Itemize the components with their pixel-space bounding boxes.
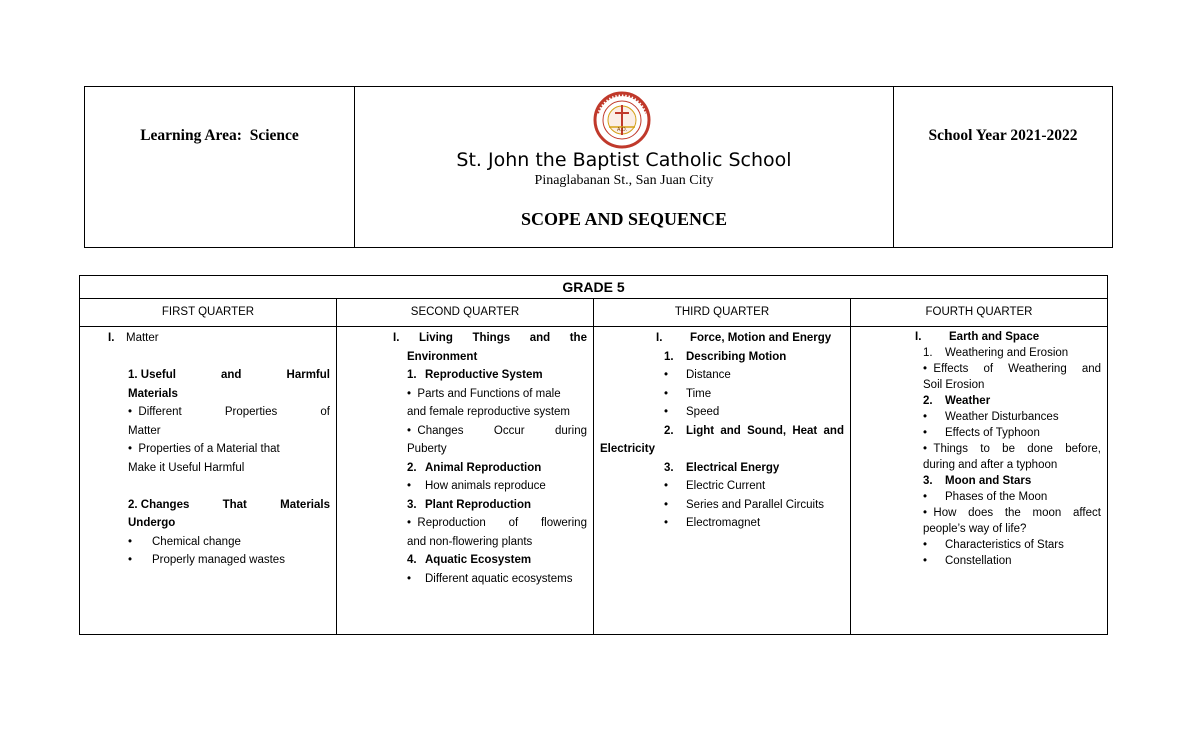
list-item: • Constellation bbox=[923, 555, 1012, 567]
quarter-content-row bbox=[80, 327, 1107, 634]
fourth-quarter-content bbox=[851, 327, 1107, 634]
learning-area-label: Learning Area: Science bbox=[140, 127, 299, 144]
school-year-cell bbox=[894, 87, 1112, 247]
list-item: I. Earth and Space bbox=[915, 331, 1040, 343]
school-seal-icon bbox=[587, 91, 657, 149]
list-item: • Characteristics of Stars bbox=[923, 539, 1064, 551]
list-item: • Effects of Typhoon bbox=[923, 427, 1040, 439]
list-item: • Distance bbox=[664, 369, 731, 381]
list-item: 1. Weathering and Erosion bbox=[923, 347, 1069, 359]
quarter-header-first: FIRST QUARTER bbox=[80, 299, 337, 326]
list-item: • Properties of a Material that bbox=[128, 443, 280, 455]
scope-sequence-table bbox=[79, 275, 1108, 635]
quarter-header-third: THIRD QUARTER bbox=[594, 299, 851, 326]
list-item: Soil Erosion bbox=[923, 379, 985, 391]
first-quarter-content bbox=[80, 327, 337, 634]
list-item: • Things to be done before, bbox=[923, 443, 1101, 455]
list-item: 2. Changes That Materials bbox=[128, 498, 330, 511]
quarter-header-fourth: FOURTH QUARTER bbox=[925, 306, 1033, 318]
list-item: • Electromagnet bbox=[664, 517, 761, 529]
list-item: Matter bbox=[128, 424, 161, 437]
grade-title: GRADE 5 bbox=[80, 276, 1107, 299]
list-item: I. Matter bbox=[108, 332, 159, 344]
third-quarter-content bbox=[594, 327, 851, 634]
quarter-header-second: SECOND QUARTER bbox=[337, 299, 594, 326]
list-item: 2. Light and Sound, Heat and bbox=[664, 424, 844, 437]
list-item: • Phases of the Moon bbox=[923, 491, 1048, 503]
list-item: 4. Aquatic Ecosystem bbox=[407, 554, 532, 566]
list-item: • Different aquatic ecosystems bbox=[407, 572, 573, 585]
list-item: • Time bbox=[664, 387, 712, 400]
list-item: and non-flowering plants bbox=[407, 535, 533, 548]
list-item: • Electric Current bbox=[664, 480, 766, 492]
list-item: • How does the moon affect bbox=[923, 507, 1101, 519]
list-item: I. Force, Motion and Energy bbox=[656, 332, 832, 344]
learning-area-cell bbox=[85, 87, 355, 247]
list-item: Puberty bbox=[407, 443, 447, 455]
quarter-header-row bbox=[80, 299, 1107, 327]
list-item: • Speed bbox=[664, 406, 720, 418]
list-item: • Different Properties of bbox=[128, 406, 330, 418]
list-item: people’s way of life? bbox=[923, 523, 1027, 535]
list-item: 1. Useful and Harmful bbox=[128, 369, 330, 381]
document-header bbox=[84, 86, 1113, 248]
list-item: • Weather Disturbances bbox=[923, 411, 1059, 423]
list-item: • Properly managed wastes bbox=[128, 554, 285, 566]
list-item: 3. Electrical Energy bbox=[664, 461, 780, 474]
list-item: Make it Useful Harmful bbox=[128, 461, 245, 474]
list-item: 1. Describing Motion bbox=[664, 350, 787, 363]
list-item: • Chemical change bbox=[128, 535, 241, 548]
school-name: St. John the Baptist Catholic School bbox=[456, 149, 792, 171]
list-item: 2. Animal Reproduction bbox=[407, 461, 542, 474]
list-item: • Reproduction of flowering bbox=[407, 517, 587, 529]
list-item: • How animals reproduce bbox=[407, 480, 546, 492]
list-item: 2. Weather bbox=[923, 395, 991, 407]
list-item: during and after a typhoon bbox=[923, 459, 1058, 471]
list-item: and female reproductive system bbox=[407, 406, 570, 418]
list-item: Electricity bbox=[600, 443, 655, 455]
list-item: Undergo bbox=[128, 517, 176, 529]
list-item: 1. Reproductive System bbox=[407, 369, 543, 381]
svg-text:A.D.: A.D. bbox=[617, 127, 628, 133]
list-item: • Series and Parallel Circuits bbox=[664, 498, 825, 511]
topic-heading: I. Living Things and the Environment bbox=[393, 332, 587, 363]
school-year-label: School Year 2021-2022 bbox=[928, 127, 1078, 144]
list-item: • Effects of Weathering and bbox=[923, 363, 1101, 375]
document-title: SCOPE AND SEQUENCE bbox=[520, 209, 728, 229]
list-item: Materials bbox=[128, 387, 178, 400]
school-info-cell bbox=[355, 87, 894, 247]
list-item: • Changes Occur during bbox=[407, 424, 587, 437]
list-item: • Parts and Functions of male bbox=[407, 387, 561, 400]
list-item: 3. Moon and Stars bbox=[923, 475, 1032, 487]
school-address: Pinaglabanan St., San Juan City bbox=[534, 173, 714, 188]
list-item: 3. Plant Reproduction bbox=[407, 498, 532, 511]
second-quarter-content bbox=[337, 327, 594, 634]
